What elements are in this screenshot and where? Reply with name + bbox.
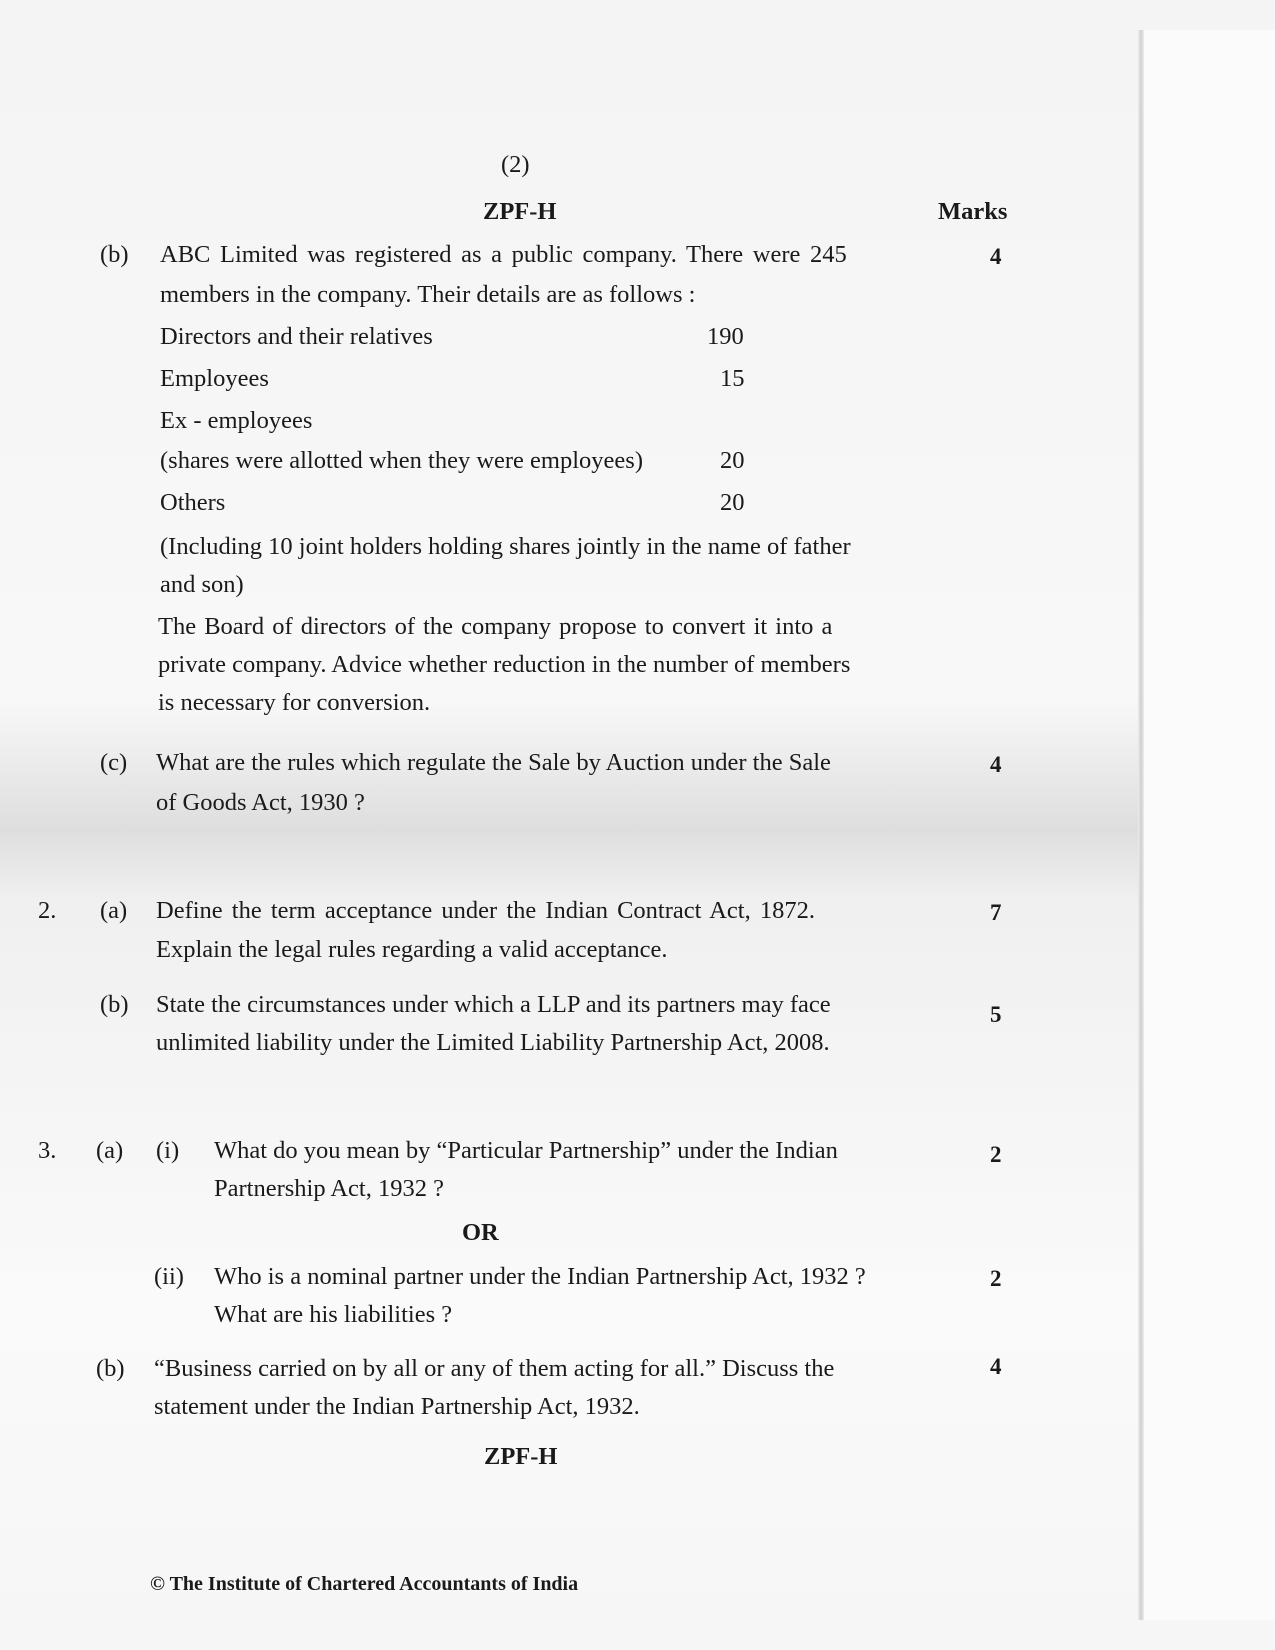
q1b-line-2: members in the company. Their details are as follows : [160, 281, 696, 308]
q2b-marks: 5 [990, 1002, 1002, 1027]
q3b-marks: 4 [990, 1354, 1002, 1379]
q2a-marks: 7 [990, 900, 1002, 925]
q1b-board-line-3: is necessary for conversion. [158, 689, 431, 716]
page-number: (2) [501, 151, 530, 178]
q3a-ii-line-1: Who is a nominal partner under the Indian Partnership Act, 1932 ? [214, 1263, 866, 1290]
q2a-line-1: Define the term acceptance under the Indian Contract Act, 1872. [156, 897, 815, 924]
q3a-ii-line-2: What are his liabilities ? [214, 1301, 453, 1328]
q1c-label: (c) [100, 749, 128, 776]
q3b-line-2: statement under the Indian Partnership Act, 1932. [154, 1393, 640, 1420]
q3-number: 3. [38, 1137, 57, 1164]
q1b-label: (b) [100, 241, 129, 268]
q2b-label: (b) [100, 991, 129, 1018]
q2a-line-2: Explain the legal rules regarding a valid acceptance. [156, 936, 668, 963]
marks-heading: Marks [938, 198, 1008, 225]
q1b-marks: 4 [990, 244, 1002, 269]
member-category: Others [160, 489, 226, 516]
q3a-label: (a) [96, 1137, 124, 1164]
member-count: 15 [720, 365, 745, 392]
member-category: Ex - employees [160, 407, 313, 434]
q1c-line-1: What are the rules which regulate the Sale by Auction under the Sale [156, 749, 831, 776]
member-category: (shares were allotted when they were employees) [160, 447, 643, 474]
member-count: 20 [720, 489, 745, 516]
q2-number: 2. [38, 897, 57, 924]
q3b-label: (b) [96, 1355, 125, 1382]
q1b-board-line-1: The Board of directors of the company propose to convert it into a [158, 613, 833, 640]
paper-code-footer: ZPF-H [484, 1443, 558, 1470]
q3a-ii-label: (ii) [154, 1263, 184, 1290]
q3a-i-label: (i) [156, 1137, 180, 1164]
q3b-line-1: “Business carried on by all or any of them acting for all.” Discuss the [154, 1355, 835, 1382]
page-fold-edge [1144, 30, 1275, 1620]
member-category: Directors and their relatives [160, 323, 433, 350]
paper-code-header: ZPF-H [483, 198, 557, 225]
q1b-note-line-2: and son) [160, 571, 244, 598]
q1b-board-line-2: private company. Advice whether reduction in the number of members [158, 651, 851, 678]
member-count: 20 [720, 447, 745, 474]
or-separator: OR [462, 1219, 499, 1246]
q1b-note-line-1: (Including 10 joint holders holding shares jointly in the name of father [160, 533, 851, 560]
q2b-line-1: State the circumstances under which a LLP and its partners may face [156, 991, 831, 1018]
q1b-line-1: ABC Limited was registered as a public company. There were 245 [160, 241, 847, 268]
q3a-i-marks: 2 [990, 1142, 1002, 1167]
q1c-line-2: of Goods Act, 1930 ? [156, 789, 365, 816]
q3a-i-line-1: What do you mean by “Particular Partnership” under the Indian [214, 1137, 838, 1164]
q2a-label: (a) [100, 897, 128, 924]
copyright-notice: © The Institute of Chartered Accountants of India [150, 1573, 579, 1595]
q1c-marks: 4 [990, 752, 1002, 777]
q2b-line-2: unlimited liability under the Limited Liability Partnership Act, 2008. [156, 1029, 830, 1056]
member-count: 190 [707, 323, 744, 350]
q3a-ii-marks: 2 [990, 1266, 1002, 1291]
q3a-i-line-2: Partnership Act, 1932 ? [214, 1175, 444, 1202]
member-category: Employees [160, 365, 269, 392]
